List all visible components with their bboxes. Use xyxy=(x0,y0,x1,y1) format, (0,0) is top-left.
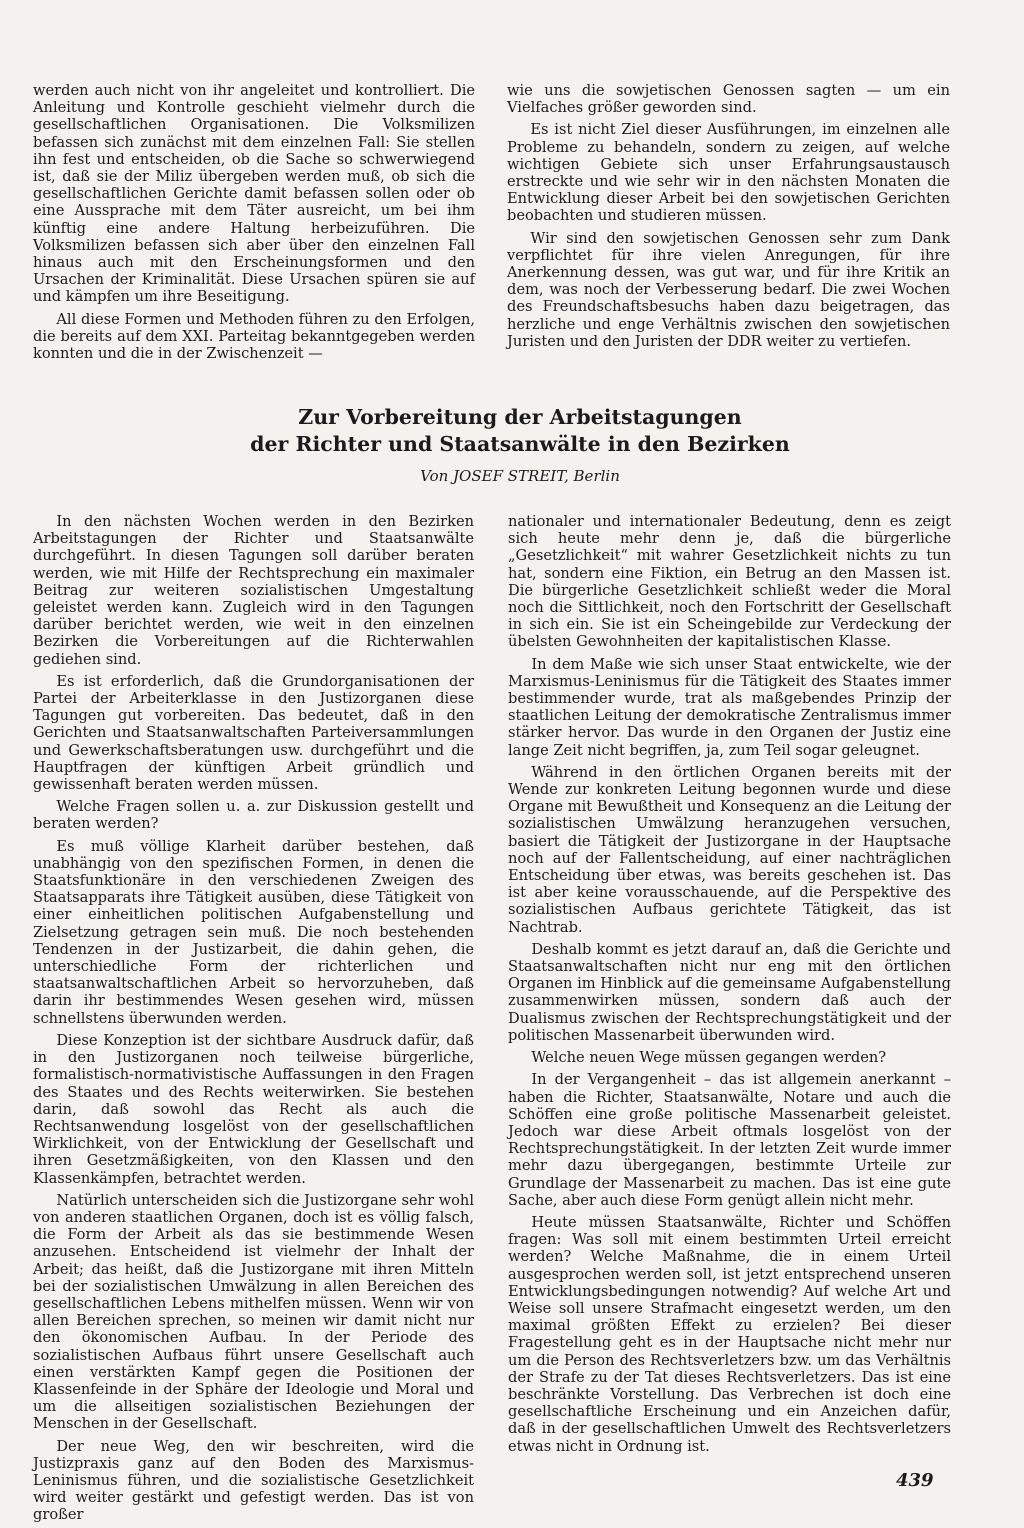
article-byline: Von JOSEF STREIT, Berlin xyxy=(420,467,620,485)
paragraph: In der Vergangenheit – das ist allgemein anerkannt – haben die Richter, Staatsanwälte, Notare und auch die Schöffen eine große politische Massenarbeit geleistet. Jedoch war diese Arbeit oftmals losgelöst von der Rechtsprechungstätigkeit. In der letzten Zeit wurde immer mehr dazu übergegangen, bestimmte Urteile zur Grundlage der Massenarbeit zu machen. Das ist eine gute Sache, aber auch diese Form genügt allein nicht mehr. xyxy=(508,1071,951,1209)
article-title-line-2: der Richter und Staatsanwälte in den Bezirken xyxy=(250,432,790,456)
paragraph: Der neue Weg, den wir beschreiten, wird die Justizpraxis ganz auf den Boden des Marxismus-Leninismus führen, und die sozialistische Gesetzlichkeit wird weiter gestärkt und gefestigt werden. Das ist von großer xyxy=(33,1437,474,1524)
paragraph: In den nächsten Wochen werden in den Bezirken Arbeitstagungen der Richter und Staatsanwälte durchgeführt. In diesen Tagungen soll darüber beraten werden, wie mit Hilfe der Rechtsprechung ein maximaler Beitrag zur weiteren sozialistischen Umgestaltung geleistet werden kann. Zugleich wird in den Tagungen darüber berichtet werden, wie weit in den einzelnen Bezirken die Vorbereitungen auf die Richterwahlen gediehen sind. xyxy=(33,513,474,668)
paragraph: Es ist erforderlich, daß die Grundorganisationen der Partei der Arbeiterklasse in den Justizorganen diese Tagungen gut vorbereiten. Das bedeutet, daß in den Gerichten und Staatsanwaltschaften Parteiversammlungen und Gewerkschaftsberatungen usw. durchgeführt und die Hauptfragen der künftigen Arbeit gründlich und gewissenhaft beraten werden müssen. xyxy=(33,672,474,794)
paragraph: Diese Konzeption ist der sichtbare Ausdruck dafür, daß in den Justizorganen noch teilweise bürgerliche, formalistisch-normativistische Auffassungen in den Fragen des Staates und des Rechts weiterwirken. Sie bestehen darin, daß sowohl das Recht als auch die Rechtsanwendung losgelöst von der gesellschaftlichen Wirklichkeit, von der Entwicklung der Gesellschaft und ihren Gesetzmäßigkeiten, von den Klassen und den Klassenkämpfen, betrachtet werden. xyxy=(33,1031,474,1187)
paragraph: In dem Maße wie sich unser Staat entwickelte, wie der Marxismus-Leninismus für die Tätigkeit des Staates immer bestimmender wurde, trat als maßgebendes Prinzip der staatlichen Leitung der demokratische Zentralismus immer stärker hervor. Das wurde in den Organen der Justiz eine lange Zeit nicht begriffen, ja, zum Teil sogar geleugnet. xyxy=(508,655,951,759)
paragraph: All diese Formen und Methoden führen zu den Erfolgen, die bereits auf dem XXI. Parteitag bekanntgegeben werden konnten und die in der Zwischenzeit — xyxy=(33,310,475,363)
article-left-column xyxy=(33,513,474,1524)
paragraph: werden auch nicht von ihr angeleitet und kontrolliert. Die Anleitung und Kontrolle geschieht vielmehr durch die gesellschaftlichen Organisationen. Die Volksmilizen befassen sich zunächst mit dem einzelnen Fall: Sie stellen ihn fest und entscheiden, ob die Sache so schwerwiegend ist, daß sie der Miliz übergeben werden muß, ob sich die gesellschaftlichen Gerichte damit befassen sollen oder ob eine Aussprache mit dem Täter ausreicht, um bei ihm künftig eine andere Haltung herbeizuführen. Die Volksmilizen befassen sich aber über den einzelnen Fall hinaus auch mit den Erscheinungsformen und den Ursachen der Kriminalität. Diese Ursachen spüren sie auf und kämpfen um ihre Beseitigung. xyxy=(33,82,475,306)
paragraph: Welche Fragen sollen u. a. zur Diskussion gestellt und beraten werden? xyxy=(33,798,474,833)
article-title-line-1: Zur Vorbereitung der Arbeitstagungen xyxy=(298,405,742,429)
paragraph: wie uns die sowjetischen Genossen sagten — um ein Vielfaches größer geworden sind. xyxy=(507,82,950,117)
paragraph: Welche neuen Wege müssen gegangen werden? xyxy=(531,1049,887,1067)
article-right-column xyxy=(508,513,951,1455)
paragraph: Deshalb kommt es jetzt darauf an, daß die Gerichte und Staatsanwaltschaften nicht nur eng mit den örtlichen Organen im Hinblick auf die gemeinsame Aufgabenstellung zusammenwirken müssen, sondern daß auch der Dualismus zwischen der Rechtsprechungstätigkeit und der politischen Massenarbeit überwunden wird. xyxy=(508,940,951,1044)
paragraph: nationaler und internationaler Bedeutung, denn es zeigt sich heute mehr denn je, daß die bürgerliche „Gesetzlichkeit“ mit wahrer Gesetzlichkeit nichts zu tun hat, sondern eine Fiktion, ein Betrug an den Massen ist. Die bürgerliche Gesetzlichkeit schließt weder die Moral noch die Sittlichkeit, noch den Fortschritt der Gesellschaft in sich ein. Sie ist ein Scheingebilde zur Verdeckung der übelsten Gewohnheiten der kapitalistischen Klasse. xyxy=(508,513,951,651)
paragraph: Heute müssen Staatsanwälte, Richter und Schöffen fragen: Was soll mit einem bestimmten Urteil erreicht werden? Welche Maßnahme, die in einem Urteil ausgesprochen werden soll, ist jetzt entsprechend unseren Entwicklungsbedingungen notwendig? Auf welche Art und Weise soll unsere Strafmacht eingesetzt werden, um den maximal größten Effekt zu erzielen? Bei dieser Fragestellung geht es in der Hauptsache nicht mehr nur um die Person des Rechtsverletzers bzw. um das Verhältnis der Strafe zu der Tat dieses Rechtsverletzers. Das ist eine beschränkte Vorstellung. Das Verbrechen ist doch eine gesellschaftliche Erscheinung und ein Anzeichen dafür, daß in der gesellschaftlichen Umwelt des Rechtsverletzers etwas nicht in Ordnung ist. xyxy=(508,1213,951,1455)
paragraph: Natürlich unterscheiden sich die Justizorgane sehr wohl von anderen staatlichen Organen, doch ist es völlig falsch, die Form der Arbeit als das sie bestimmende Wesen anzusehen. Entscheidend ist vielmehr der Inhalt der Arbeit; das heißt, daß die Justizorgane mit ihren Mitteln bei der sozialistischen Umwälzung in allen Bereichen des gesellschaftlichen Lebens mithelfen müssen. Wenn wir von allen Bereichen sprechen, so meinen wir damit nicht nur den ökonomischen Aufbau. In der Periode des sozialistischen Aufbaus führt unsere Gesellschaft auch einen verstärkten Kampf gegen die Positionen der Klassenfeinde in der Sphäre der Ideologie und Moral und um die allseitigen sozialistischen Beziehungen der Menschen in der Gesellschaft. xyxy=(33,1191,474,1433)
paragraph: Wir sind den sowjetischen Genossen sehr zum Dank verpflichtet für ihre vielen Anregungen, für ihre Anerkennung dessen, was gut war, und für ihre Kritik an dem, was noch der Verbesserung bedarf. Die zwei Wochen des Freundschaftsbesuchs haben dazu beigetragen, das herzliche und enge Verhältnis zwischen den sowjetischen Juristen und den Juristen der DDR weiter zu vertiefen. xyxy=(507,229,950,350)
paragraph: Es muß völlige Klarheit darüber bestehen, daß unabhängig von den spezifischen Formen, in denen die Staatsfunktionäre in den verschiedenen Zweigen des Staatsapparats ihre Tätigkeit ausüben, diese Tätigkeit von einer einheitlichen politischen Aufgabenstellung und Zielsetzung getragen sein muß. Die noch bestehenden Tendenzen in der Justizarbeit, die dahin gehen, die unterschiedliche Form der richterlichen und staatsanwaltschaftlichen Arbeit so hervorzuheben, daß darin ihr bestimmendes Wesen gesehen wird, müssen schnellstens überwunden werden. xyxy=(33,837,474,1027)
previous-article-right-column xyxy=(507,82,950,350)
page-number: 439 xyxy=(896,1470,934,1491)
paragraph: Es ist nicht Ziel dieser Ausführungen, im einzelnen alle Probleme zu behandeln, sondern zu zeigen, auf welche wichtigen Gebiete sich unser Erfahrungsaustausch erstreckte und wie sehr wir in den nächsten Monaten die Entwicklung dieser Arbeit bei den sowjetischen Gerichten beobachten und studieren müssen. xyxy=(507,121,950,225)
previous-article-left-column xyxy=(33,82,475,362)
paragraph: Während in den örtlichen Organen bereits mit der Wende zur konkreten Leitung begonnen wurde und diese Organe mit Bewußtheit und Konsequenz an die Leitung der sozialistischen Umwälzung heranzugehen versuchen, basiert die Tätigkeit der Justizorgane in der Hauptsache noch auf der Fallentscheidung, auf einer nachträglichen Entscheidung über etwas, was bereits geschehen ist. Das ist aber keine vorausschauende, auf die Perspektive des sozialistischen Aufbaus gerichtete Tätigkeit, das ist Nachtrab. xyxy=(508,763,951,936)
